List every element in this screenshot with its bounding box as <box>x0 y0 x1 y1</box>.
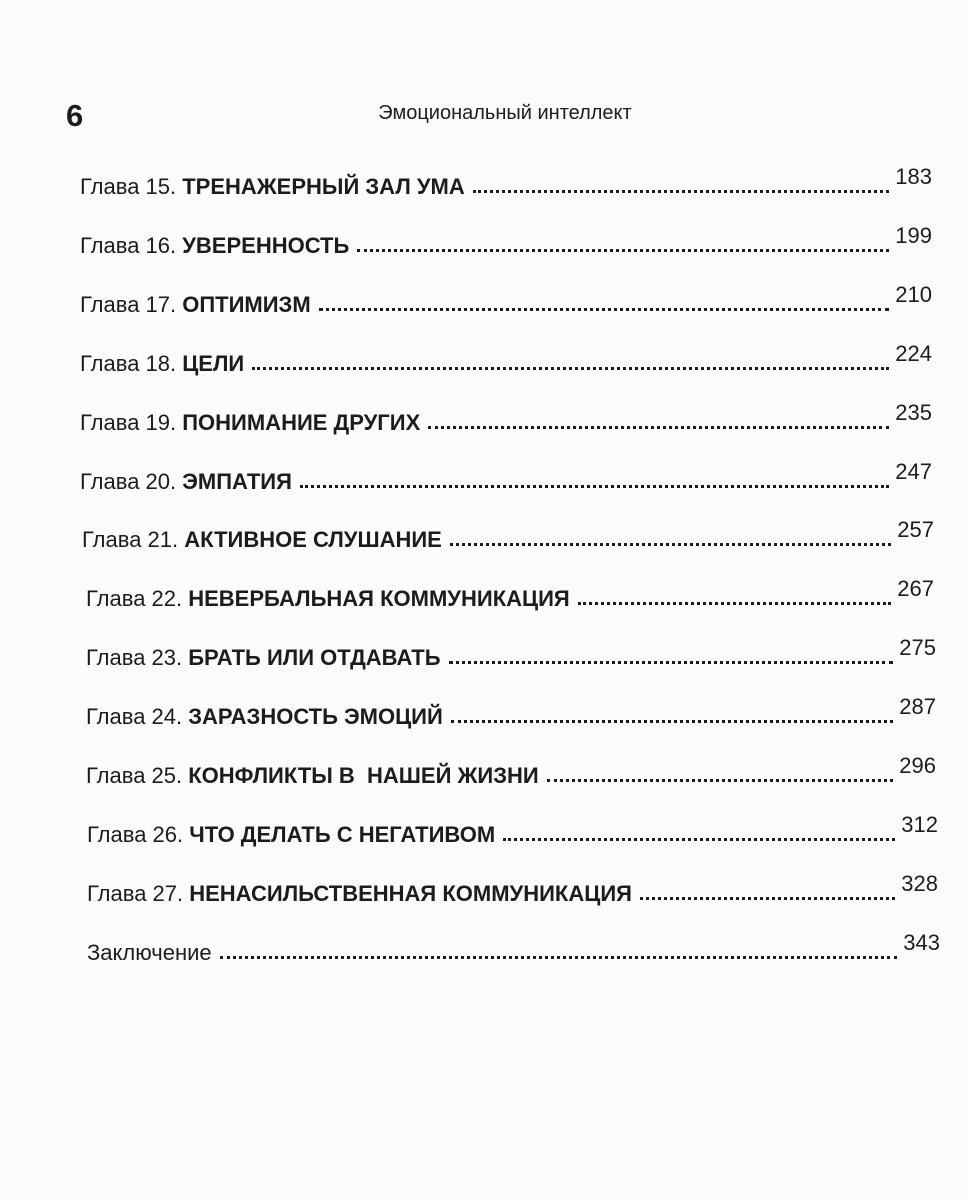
dot-leader <box>451 720 893 723</box>
toc-entry-prefix: Глава 15. <box>80 174 183 199</box>
toc-entry-prefix: Глава 23. <box>86 645 189 670</box>
toc-entry <box>80 400 932 435</box>
toc-entry-title <box>80 412 420 434</box>
toc-entry-chapter-title: ЭМПАТИЯ <box>182 469 292 494</box>
toc-entry-prefix: Глава 26. <box>87 822 190 847</box>
toc-entry-conclusion <box>87 930 940 965</box>
dot-leader <box>357 249 889 252</box>
toc-entry-prefix: Глава 21. <box>82 527 185 552</box>
toc-entry-prefix: Глава 22. <box>86 586 189 611</box>
toc-entry-page-number: 343 <box>903 930 940 955</box>
toc-entry-title <box>80 471 292 493</box>
toc-entry-title <box>87 824 495 846</box>
toc-entry <box>87 871 938 906</box>
dot-leader <box>428 426 889 429</box>
toc-entry-page-number: 275 <box>899 635 936 660</box>
dot-leader <box>503 838 895 841</box>
dot-leader <box>547 779 894 782</box>
dot-leader <box>449 661 894 664</box>
toc-entry-title <box>80 294 311 316</box>
toc-entry-prefix: Глава 20. <box>80 469 183 494</box>
dot-leader <box>473 190 890 193</box>
toc-entry-prefix: Глава 19. <box>80 410 183 435</box>
dot-leader <box>578 602 892 605</box>
toc-entry <box>86 694 936 729</box>
toc-entry-title <box>86 647 441 669</box>
toc-entry-page-number: 247 <box>895 459 932 484</box>
toc-entry-page-number: 199 <box>895 223 932 248</box>
toc-entry-prefix: Глава 25. <box>86 763 189 788</box>
toc-entry <box>86 576 934 611</box>
toc-entry-page-number: 224 <box>895 341 932 366</box>
toc-entry-page-number: 210 <box>895 282 932 307</box>
toc-entry-page-number: 312 <box>901 812 938 837</box>
toc-entry-title <box>82 529 442 551</box>
toc-entry <box>80 341 932 376</box>
toc-entry-chapter-title: ЦЕЛИ <box>182 351 245 376</box>
running-title: Эмоциональный интеллект <box>378 102 632 124</box>
dot-leader <box>640 897 895 900</box>
toc-entry-title <box>80 176 465 198</box>
toc-entry-chapter-title: АКТИВНОЕ СЛУШАНИЕ <box>184 527 442 552</box>
toc-entry-chapter-title: ЗАРАЗНОСТЬ ЭМОЦИЙ <box>188 704 443 729</box>
toc-entry-prefix: Глава 16. <box>80 233 183 258</box>
toc-entry <box>80 282 932 317</box>
toc-entry <box>87 812 938 847</box>
dot-leader <box>252 367 889 370</box>
toc-entry-title <box>86 588 570 610</box>
toc-entry-prefix: Глава 24. <box>86 704 189 729</box>
toc-entry-page-number: 296 <box>899 753 936 778</box>
toc-entry-chapter-title: КОНФЛИКТЫ В НАШЕЙ ЖИЗНИ <box>188 763 539 788</box>
toc-entry-chapter-title: НЕНАСИЛЬСТВЕННАЯ КОММУНИКАЦИЯ <box>189 881 632 906</box>
toc-entry-chapter-title: ПОНИМАНИЕ ДРУГИХ <box>182 410 421 435</box>
toc-entry-chapter-title: УВЕРЕННОСТЬ <box>182 233 350 258</box>
toc-entry-page-number: 183 <box>895 164 932 189</box>
toc-entry <box>80 459 932 494</box>
toc-entry-prefix: Заключение <box>87 940 212 965</box>
dot-leader <box>450 543 891 546</box>
toc-entry-chapter-title: НЕВЕРБАЛЬНАЯ КОММУНИКАЦИЯ <box>188 586 570 611</box>
dot-leader <box>319 308 890 311</box>
dot-leader <box>300 485 889 488</box>
toc-entry-page-number: 257 <box>897 517 934 542</box>
toc-entry-page-number: 328 <box>901 871 938 896</box>
toc-entry-page-number: 235 <box>895 400 932 425</box>
toc-entry-chapter-title: ОПТИМИЗМ <box>182 292 311 317</box>
toc-entry-title <box>80 353 244 375</box>
toc-entry-prefix: Глава 18. <box>80 351 183 376</box>
toc-entry-title <box>87 883 632 905</box>
toc-entry <box>82 517 934 552</box>
toc-entry-title <box>80 235 349 257</box>
toc-entry <box>80 164 932 199</box>
toc-entry-title <box>87 942 212 964</box>
toc-entry-prefix: Глава 17. <box>80 292 183 317</box>
toc-entry-chapter-title: ЧТО ДЕЛАТЬ С НЕГАТИВОМ <box>189 822 496 847</box>
toc-entry <box>86 753 936 788</box>
toc-entry-title <box>86 765 539 787</box>
toc-entry-title <box>86 706 443 728</box>
toc-entry-page-number: 287 <box>899 694 936 719</box>
toc-entry-chapter-title: ТРЕНАЖЕРНЫЙ ЗАЛ УМА <box>182 174 465 199</box>
toc-entry <box>86 635 936 670</box>
page-number: 6 <box>66 98 84 133</box>
dot-leader <box>220 956 898 959</box>
toc-entry-page-number: 267 <box>897 576 934 601</box>
toc-entry-chapter-title: БРАТЬ ИЛИ ОТДАВАТЬ <box>188 645 441 670</box>
toc-entry <box>80 223 932 258</box>
toc-entry-prefix: Глава 27. <box>87 881 190 906</box>
